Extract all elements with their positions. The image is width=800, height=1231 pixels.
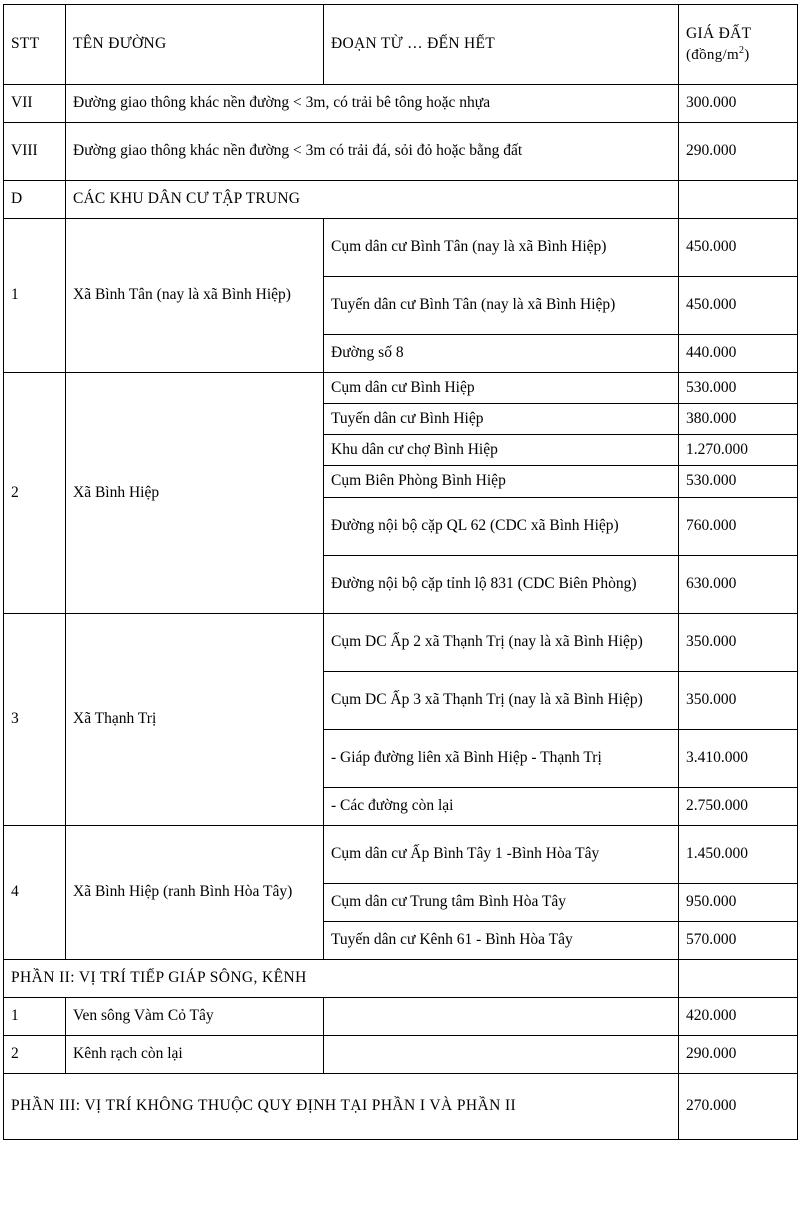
price-cell: 450.000 [679, 219, 798, 277]
row-price-d [679, 181, 798, 219]
price-cell: 2.750.000 [679, 787, 798, 825]
table-body [4, 85, 798, 1140]
group3-name: Xã Thạnh Trị [66, 613, 324, 825]
table-row [4, 1073, 798, 1139]
table-row [4, 85, 798, 123]
segment-cell: Đường nội bộ cặp QL 62 (CDC xã Bình Hiệp) [324, 497, 679, 555]
row-price-viii: 290.000 [679, 123, 798, 181]
part2-item-name: Ven sông Vàm Cỏ Tây [66, 997, 324, 1035]
price-cell: 350.000 [679, 613, 798, 671]
part2-price [679, 959, 798, 997]
price-cell: 1.270.000 [679, 435, 798, 466]
group2-stt: 2 [4, 373, 66, 614]
price-cell: 530.000 [679, 373, 798, 404]
column-header-stt: STT [4, 5, 66, 85]
row-text-d: CÁC KHU DÂN CƯ TẬP TRUNG [66, 181, 679, 219]
segment-cell: Tuyến dân cư Bình Hiệp [324, 404, 679, 435]
segment-cell: Cụm dân cư Bình Hiệp [324, 373, 679, 404]
group1-stt: 1 [4, 219, 66, 373]
row-price-vii: 300.000 [679, 85, 798, 123]
group4-name: Xã Bình Hiệp (ranh Bình Hòa Tây) [66, 825, 324, 959]
table-row [4, 825, 798, 883]
segment-cell: - Giáp đường liên xã Bình Hiệp - Thạnh Trị [324, 729, 679, 787]
segment-cell: Cụm DC Ấp 2 xã Thạnh Trị (nay là xã Bình Hiệp) [324, 613, 679, 671]
row-stt-vii: VII [4, 85, 66, 123]
land-price-table [3, 4, 798, 1140]
column-header-segment: ĐOẠN TỪ … ĐẾN HẾT [324, 5, 679, 85]
price-cell: 950.000 [679, 883, 798, 921]
price-cell: 450.000 [679, 277, 798, 335]
row-text-vii: Đường giao thông khác nền đường < 3m, có trải bê tông hoặc nhựa [66, 85, 679, 123]
part2-item-price: 420.000 [679, 997, 798, 1035]
table-row [4, 181, 798, 219]
part2-item-stt: 1 [4, 997, 66, 1035]
price-unit-prefix: (đồng/m [686, 46, 739, 63]
price-unit-suffix: ) [744, 46, 750, 63]
row-stt-d: D [4, 181, 66, 219]
part2-title: PHẦN II: VỊ TRÍ TIẾP GIÁP SÔNG, KÊNH [4, 959, 679, 997]
group2-name: Xã Bình Hiệp [66, 373, 324, 614]
row-stt-viii: VIII [4, 123, 66, 181]
part2-item-name: Kênh rạch còn lại [66, 1035, 324, 1073]
table-row [4, 613, 798, 671]
price-cell: 440.000 [679, 335, 798, 373]
price-cell: 3.410.000 [679, 729, 798, 787]
segment-cell: Đường số 8 [324, 335, 679, 373]
segment-cell: Đường nội bộ cặp tỉnh lộ 831 (CDC Biên Phòng) [324, 555, 679, 613]
group1-name: Xã Bình Tân (nay là xã Bình Hiệp) [66, 219, 324, 373]
table-row [4, 123, 798, 181]
price-header-unit [686, 44, 790, 66]
price-cell: 1.450.000 [679, 825, 798, 883]
segment-cell: Tuyến dân cư Kênh 61 - Bình Hòa Tây [324, 921, 679, 959]
part3-price: 270.000 [679, 1073, 798, 1139]
table-row [4, 997, 798, 1035]
table-row [4, 959, 798, 997]
segment-cell: Cụm dân cư Trung tâm Bình Hòa Tây [324, 883, 679, 921]
group3-stt: 3 [4, 613, 66, 825]
segment-cell: Khu dân cư chợ Bình Hiệp [324, 435, 679, 466]
table-row [4, 219, 798, 277]
segment-cell: Cụm dân cư Ấp Bình Tây 1 -Bình Hòa Tây [324, 825, 679, 883]
segment-cell: Cụm DC Ấp 3 xã Thạnh Trị (nay là xã Bình Hiệp) [324, 671, 679, 729]
price-header-line1: GIÁ ĐẤT [686, 24, 752, 42]
price-cell: 530.000 [679, 466, 798, 497]
part3-title: PHẦN III: VỊ TRÍ KHÔNG THUỘC QUY ĐỊNH TẠI PHẦN I VÀ PHẦN II [4, 1073, 679, 1139]
column-header-price [679, 5, 798, 85]
table-row [4, 1035, 798, 1073]
price-unit-exponent: 2 [738, 44, 745, 56]
row-text-viii: Đường giao thông khác nền đường < 3m có trải đá, sỏi đỏ hoặc bằng đất [66, 123, 679, 181]
price-cell: 760.000 [679, 497, 798, 555]
price-cell: 630.000 [679, 555, 798, 613]
segment-cell: Tuyến dân cư Bình Tân (nay là xã Bình Hiệp) [324, 277, 679, 335]
table-header-row [4, 5, 798, 85]
price-cell: 570.000 [679, 921, 798, 959]
segment-cell: - Các đường còn lại [324, 787, 679, 825]
price-cell: 380.000 [679, 404, 798, 435]
part2-item-segment [324, 997, 679, 1035]
part2-item-segment [324, 1035, 679, 1073]
table-row [4, 373, 798, 404]
column-header-name: TÊN ĐƯỜNG [66, 5, 324, 85]
table-header [4, 5, 798, 85]
part2-item-stt: 2 [4, 1035, 66, 1073]
segment-cell: Cụm Biên Phòng Bình Hiệp [324, 466, 679, 497]
price-cell: 350.000 [679, 671, 798, 729]
segment-cell: Cụm dân cư Bình Tân (nay là xã Bình Hiệp) [324, 219, 679, 277]
part2-item-price: 290.000 [679, 1035, 798, 1073]
group4-stt: 4 [4, 825, 66, 959]
